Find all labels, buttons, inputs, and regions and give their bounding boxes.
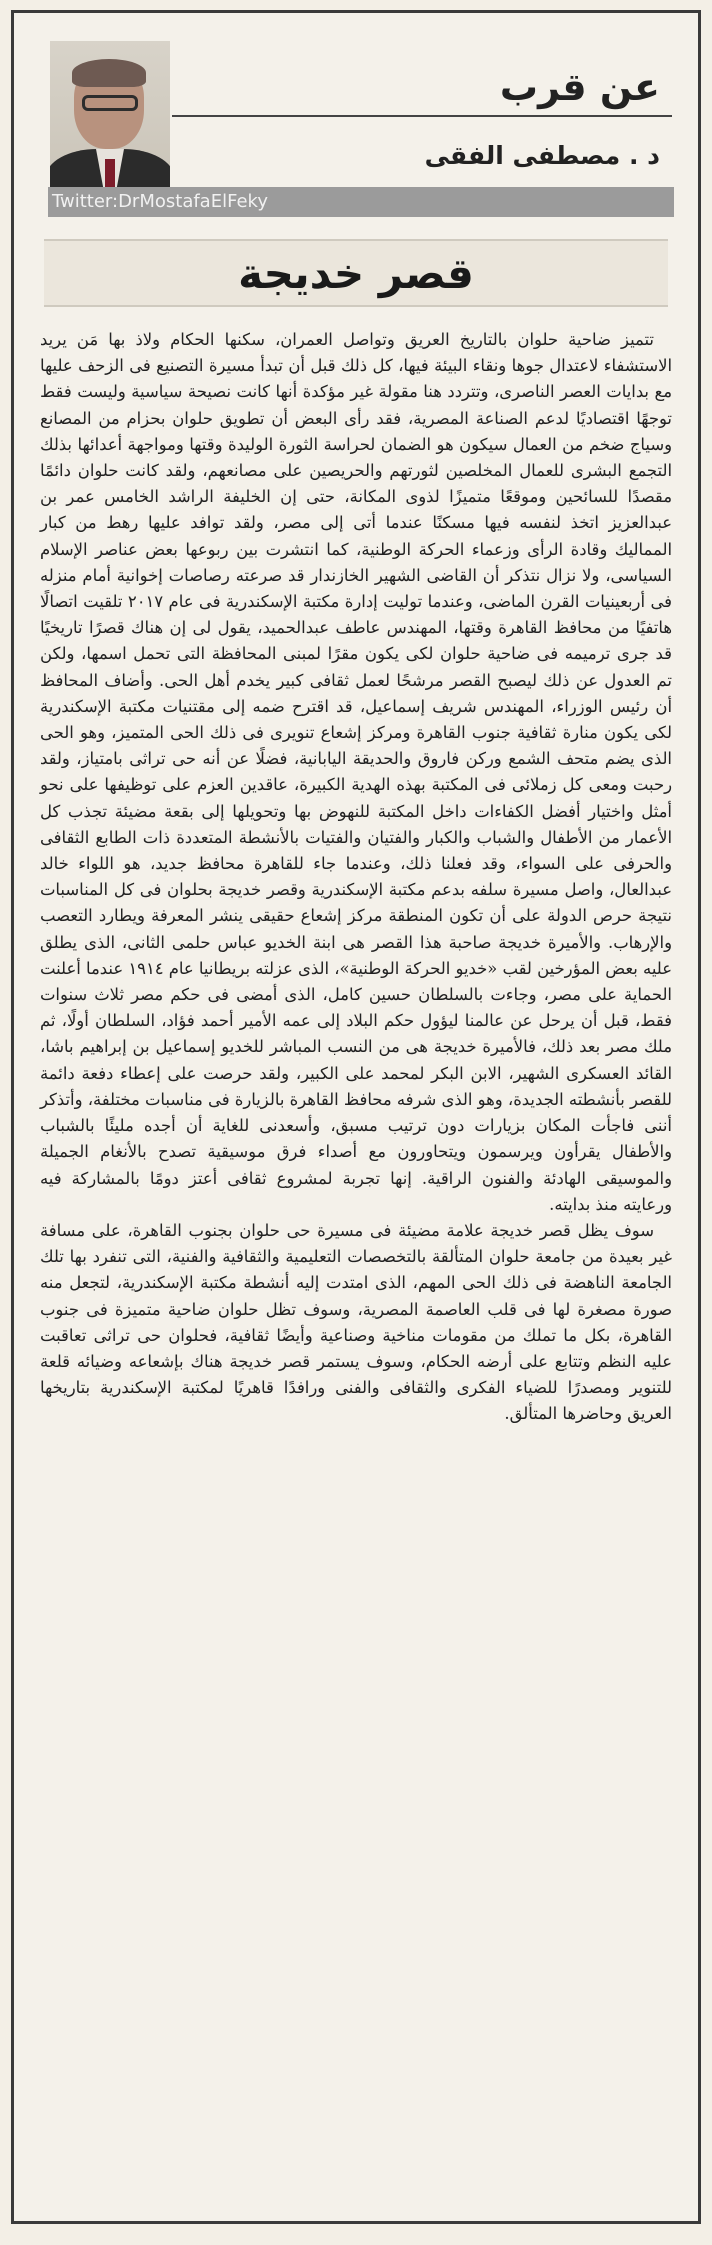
article-body <box>40 327 672 1428</box>
author-twitter: Twitter:DrMostafaElFeky <box>48 187 674 217</box>
column-header <box>14 13 698 213</box>
headline-banner <box>44 239 668 307</box>
article-paragraph: سوف يظل قصر خديجة علامة مضيئة فى مسيرة حى حلوان بجنوب القاهرة، على مسافة غير بعيدة من جامعة حلوان المتألقة بالتخصصات التعليمية والثقافية والفنية، التى تنفرد بها تلك الجامعة الناهضة فى ذلك الحى المهم، الذى امتدت إليه أنشطة مكتبة الإسكندرية، لتجعل منه صورة مصغرة لها فى قلب العاصمة المصرية، وسوف تظل حلوان ضاحية متميزة فى جنوب القاهرة، بكل ما تملك من مقومات مناخية وصناعية وأيضًا ثقافية، فحلوان حى تراثى تعاقبت عليه النظم وتتابع على أرضه الحكام، وسوف يستمر قصر خديجة هناك بإشعاعه وضيائه قلعة للتنوير ومصدرًا للضياء الفكرى والثقافى والفنى ورافدًا قاهريًا لمكتبة الإسكندرية بتاريخها العريق وحاضرها المتألق. <box>40 1220 672 1424</box>
newspaper-column <box>11 10 701 2224</box>
header-divider <box>172 115 672 117</box>
column-title: عن قرب <box>499 65 660 109</box>
article-paragraph: تتميز ضاحية حلوان بالتاريخ العريق وتواصل العمران، سكنها الحكام ولاذ بها مَن يريد الاستشفاء لاعتدال جوها ونقاء البيئة فيها، كل ذلك قبل أن تبدأ مسيرة التصنيع فى الزحف عليها مع بدايات العصر الناصرى، وتتردد هنا مقولة غير مؤكدة أنها كانت نصيحة سياسية وليست فقط توجهًا اقتصاديًا لدعم الصناعة المصرية، فقد رأى البعض أن تطويق حلوان بحزام من المصانع وسياج ضخم من العمال سيكون هو الضمان لحراسة الثورة الوليدة وقتها ومواجهة أعدائها بذلك التجمع البشرى للعمال المخلصين لثورتهم والحريصين على مصانعهم، ولقد كانت حلوان دائمًا مقصدًا للسائحين وموقعًا متميزًا لذوى المكانة، حتى إن الخليفة الراشد الخامس عمر بن عبدالعزيز اتخذ لنفسه فيها مسكنًا عندما أتى إلى مصر، ولقد توافد عليها رهط من كبار المماليك وقادة الرأى وزعماء الحركة الوطنية، كما انتشرت بين ربوعها بعض عناصر الإسلام السياسى، ولا نزال نتذكر أن القاضى الشهير الخازندار قد صرعته رصاصات إخوانية أمام منزله فى أربعينيات القرن الماضى، وعندما توليت إدارة مكتبة الإسكندرية فى عام ٢٠١٧ تلقيت اتصالًا هاتفيًا من محافظ القاهرة وقتها، المهندس عاطف عبدالحميد، يقول لى إن هناك قصرًا تاريخيًا قد جرى ترميمه فى ضاحية حلوان لكى يكون مقرًا لمبنى المحافظة التى تحمل اسمها، ولكن تم العدول عن ذلك ليصبح القصر مرشحًا لعمل ثقافى كبير يخدم أهل الحى. وأضاف المحافظ أن رئيس الوزراء، المهندس شريف إسماعيل، قد اقترح ضمه إلى مقتنيات مكتبة الإسكندرية لكى يكون منارة ثقافية جنوب القاهرة ومركز إشعاع تنويرى فى ذلك الحى المتميز، وهو الحى الذى يضم متحف الشمع وركن فاروق والحديقة اليابانية، فضلًا عن أنه حى تراثى بامتياز، ولقد رحبت ومعى كل زملائى فى المكتبة بهذه الهدية الكبيرة، عاقدين العزم على توظيفها على نحو أمثل واختيار أفضل الكفاءات داخل المكتبة للنهوض بها وتحويلها إلى بقعة مضيئة تجذب كل الأعمار من الأطفال والشباب والكبار والفتيان والفتيات بالأنشطة المتعددة ذات الطابع الثقافى والحرفى على السواء، وقد فعلنا ذلك، وعندما جاء للقاهرة محافظ جديد، هو اللواء خالد عبدالعال، واصل مسيرة سلفه بدعم مكتبة الإسكندرية وقصر خديجة بحلوان فى كل المناسبات نتيجة حرص الدولة على أن تكون المنطقة مركز إشعاع حقيقى ينشر المعرفة ويطارد التعصب والإرهاب. والأميرة خديجة صاحبة هذا القصر هى ابنة الخديو عباس حلمى الثانى، الذى يطلق عليه بعض المؤرخين لقب «خديو الحركة الوطنية»، الذى عزلته بريطانيا عام ١٩١٤ عندما أعلنت الحماية على مصر، وجاءت بالسلطان حسين كامل، الذى أمضى فى حكم مصر ثلاث سنوات فقط، قبل أن يرحل عن عالمنا ليؤول حكم البلاد إلى عمه الأمير أحمد فؤاد، السلطان أولًا، ثم ملك مصر بعد ذلك، فالأميرة خديجة هى من النسب المباشر للخديو إسماعيل بن إبراهيم باشا، القائد العسكرى الشهير، الابن البكر لمحمد على الكبير، ولقد حرصت على إعطاء دفعة دائمة للقصر بأنشطته الجديدة، وهو الذى شرفه محافظ القاهرة بالزيارة فى مناسبات مختلفة، وأتذكر أننى فاجأت المكان بزيارات دون ترتيب مسبق، وأسعدنى للغاية أن أجده مليئًا بالشباب والأطفال يقرأون ويرسمون ويتحاورون مع أصداء فرق موسيقية تصدح بالأنغام الجميلة والموسيقى الهادئة والفنون الراقية. إنها تجربة لمشروع ثقافى أعتز دومًا بالمشاركة فيه ورعايته منذ بدايته. <box>40 330 672 1214</box>
article-headline: قصر خديجة <box>238 248 474 298</box>
author-name: د . مصطفى الفقى <box>424 141 660 170</box>
author-photo <box>50 41 170 209</box>
